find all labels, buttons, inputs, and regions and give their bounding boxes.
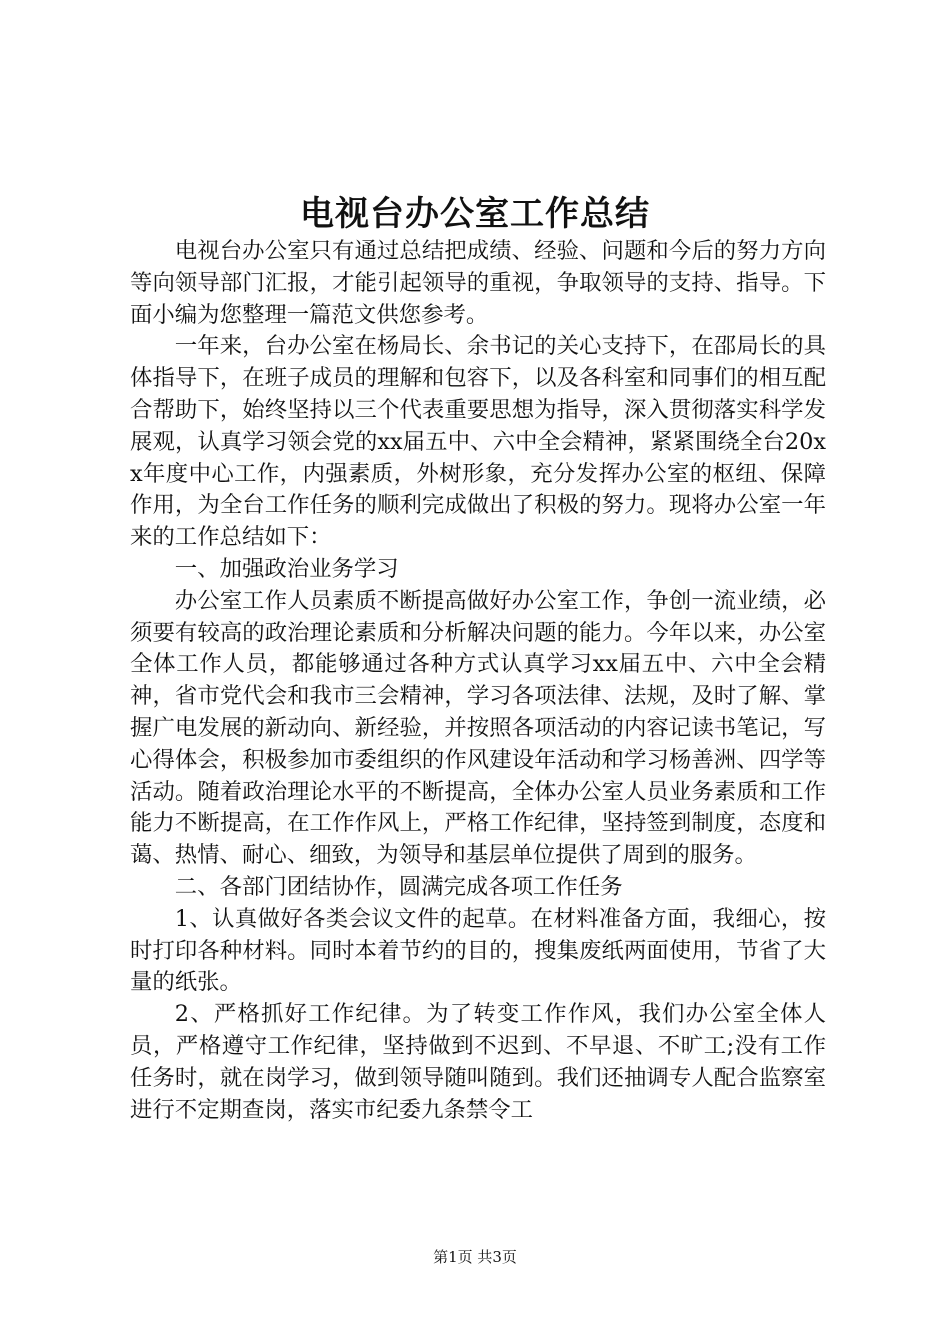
document-body bbox=[130, 236, 826, 1126]
section-heading-1: 一、加强政治业务学习 bbox=[174, 555, 399, 582]
page-number: 第1页 共3页 bbox=[433, 1248, 517, 1266]
paragraph-item-1: 1、认真做好各类会议文件的起草。在材料准备方面，我细心，按时打印各种材料。同时本着节约的目的，搜集废纸两面使用，节省了大量的纸张。 bbox=[130, 905, 826, 996]
paragraph-intro: 电视台办公室只有通过总结把成绩、经验、问题和今后的努力方向等向领导部门汇报，才能引起领导的重视，争取领导的支持、指导。下面小编为您整理一篇范文供您参考。 bbox=[130, 238, 826, 328]
document-title: 电视台办公室工作总结 bbox=[300, 194, 650, 234]
paragraph-item-2: 2、严格抓好工作纪律。为了转变工作作风，我们办公室全体人员，严格遵守工作纪律，坚持做到不迟到、不早退、不旷工;没有工作任务时，就在岗学习，做到领导随叫随到。我们还抽调专人配合监察室进行不定期查岗，落实市纪委九条禁令工 bbox=[130, 1001, 826, 1123]
paragraph-study: 办公室工作人员素质不断提高做好办公室工作，争创一流业绩，必须要有较高的政治理论素质和分析解决问题的能力。今年以来，办公室全体工作人员，都能够通过各种方式认真学习xx届五中、六中全会精神，省市党代会和我市三会精神，学习各项法律、法规，及时了解、掌握广电发展的新动向、新经验，并按照各项活动的内容记读书笔记，写心得体会，积极参加市委组织的作风建设年活动和学习杨善洲、四学等活动。随着政治理论水平的不断提高，全体办公室人员业务素质和工作能力不断提高，在工作作风上，严格工作纪律，坚持签到制度，态度和蔼、热情、耐心、细致，为领导和基层单位提供了周到的服务。 bbox=[130, 587, 826, 869]
paragraph-overview: 一年来，台办公室在杨局长、余书记的关心支持下，在邵局长的具体指导下，在班子成员的理解和包容下，以及各科室和同事们的相互配合帮助下，始终坚持以三个代表重要思想为指导，深入贯彻落实科学发展观，认真学习领会党的xx届五中、六中全会精神，紧紧围绕全台20xx年度中心工作，内强素质，外树形象，充分发挥办公室的枢纽、保障作用，为全台工作任务的顺利完成做出了积极的努力。现将办公室一年来的工作总结如下： bbox=[130, 333, 826, 551]
section-heading-2: 二、各部门团结协作，圆满完成各项工作任务 bbox=[174, 873, 623, 900]
